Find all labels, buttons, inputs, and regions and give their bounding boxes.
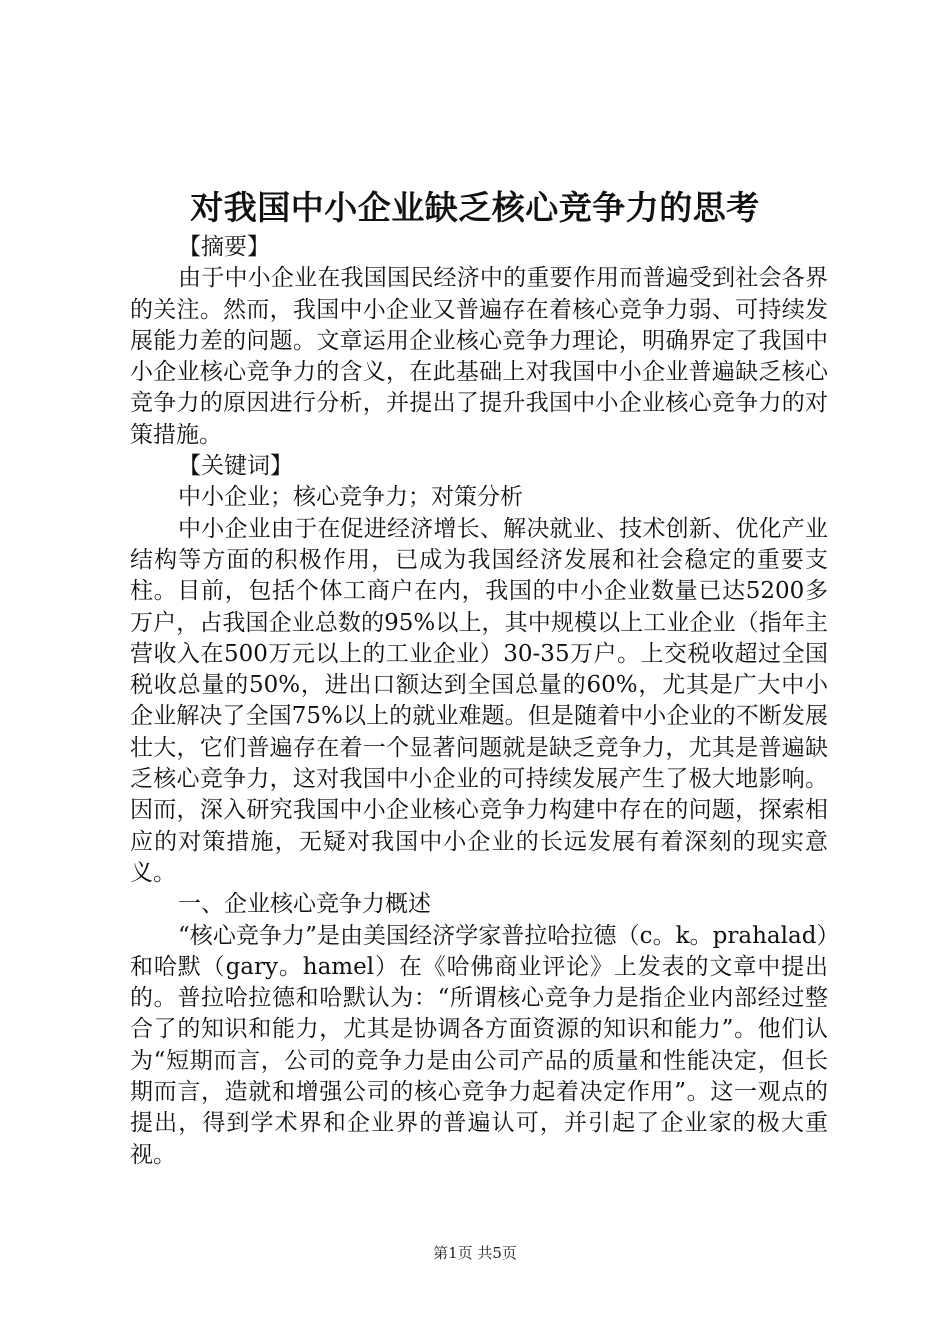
body-paragraph: 中小企业由于在促进经济增长、解决就业、技术创新、优化产业结构等方面的积极作用，已成为我国经济发展和社会稳定的重要支柱。目前，包括个体工商户在内，我国的中小企业数量已达5200多万户，占我国企业总数的95%以上，其中规模以上工业企业（指年主营收入在500万元以上的工业企业）30-35万户。上交税收超过全国税收总量的50%，进出口额达到全国总量的60%，尤其是广大中小企业解决了全国75%以上的就业难题。但是随着中小企业的不断发展壮大，它们普遍存在着一个显著问题就是缺乏竞争力，尤其是普遍缺乏核心竞争力，这对我国中小企业的可持续发展产生了极大地影响。因而，深入研究我国中小企业核心竞争力构建中存在的问题，探索相应的对策措施，无疑对我国中小企业的长远发展有着深刻的现实意义。 <box>130 515 828 886</box>
section-heading: 一、企业核心竞争力概述 <box>178 891 431 918</box>
document-body <box>130 232 828 1171</box>
abstract-label: 【摘要】 <box>178 234 270 260</box>
keywords-paragraph: 中小企业；核心竞争力；对策分析 <box>178 484 523 511</box>
page-footer: 第1页 共5页 <box>433 1244 517 1262</box>
body-paragraph: “核心竞争力”是由美国经济学家普拉哈拉德（c。k。prahalad）和哈默（gary。hamel）在《哈佛商业评论》上发表的文章中提出的。普拉哈拉德和哈默认为：“所谓核心竞争力是指企业内部经过整合了的知识和能力，尤其是协调各方面资源的知识和能力”。他们认为“短期而言，公司的竞争力是由公司产品的质量和性能决定，但长期而言，造就和增强公司的核心竞争力起着决定作用”。这一观点的提出，得到学术界和企业界的普遍认可，并引起了企业家的极大重视。 <box>130 922 828 1168</box>
keywords-label: 【关键词】 <box>178 453 293 480</box>
document-title: 对我国中小企业缺乏核心竞争力的思考 <box>190 188 760 227</box>
abstract-paragraph: 由于中小企业在我国国民经济中的重要作用而普遍受到社会各界的关注。然而，我国中小企业又普遍存在着核心竞争力弱、可持续发展能力差的问题。文章运用企业核心竞争力理论，明确界定了我国中小企业核心竞争力的含义，在此基础上对我国中小企业普遍缺乏核心竞争力的原因进行分析，并提出了提升我国中小企业核心竞争力的对策措施。 <box>130 265 828 448</box>
